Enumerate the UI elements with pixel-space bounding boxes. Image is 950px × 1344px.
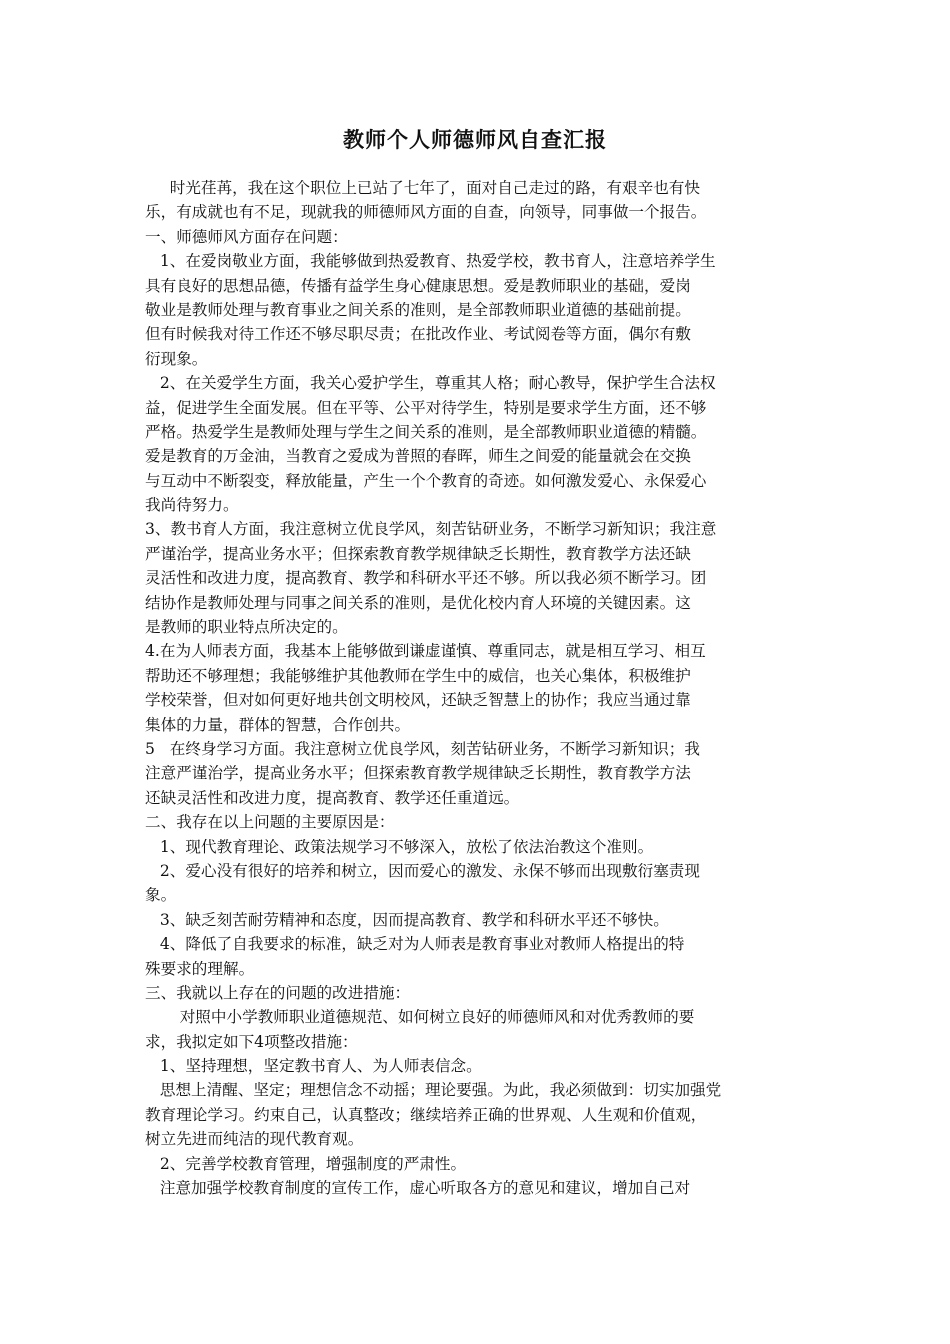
text-line: 4.在为人师表方面，我基本上能够做到谦虚谨慎、尊重同志，就是相互学习、相互	[145, 642, 706, 661]
text-line: 与互动中不断裂变，释放能量，产生一个个教育的奇迹。如何激发爱心、永保爱心	[145, 471, 707, 490]
text-line: 教育理论学习。约束自己，认真整改；继续培养正确的世界观、人生观和价值观，	[145, 1105, 707, 1124]
text-line: 注意严谨治学，提高业务水平；但探索教育教学规律缺乏长期性，教育教学方法	[145, 764, 691, 783]
text-line: 思想上清醒、坚定；理想信念不动摇；理论要强。为此，我必须做到：切实加强党	[145, 1081, 722, 1100]
text-line: 我尚待努力。	[145, 496, 239, 515]
text-line: 严格。热爱学生是教师处理与学生之间关系的准则，是全部教师职业道德的精髓。	[145, 422, 707, 441]
text-line: 2、爱心没有很好的培养和树立，因而爱心的激发、永保不够而出现敷衍塞责现	[145, 861, 700, 880]
text-line: 学校荣誉，但对如何更好地共创文明校风，还缺乏智慧上的协作；我应当通过靠	[145, 691, 691, 710]
text-line: 注意加强学校教育制度的宣传工作，虚心听取各方的意见和建议，增加自己对	[145, 1179, 691, 1198]
text-line: 帮助还不够理想；我能够维护其他教师在学生中的威信，也关心集体，积极维护	[145, 666, 691, 685]
text-line: 3、教书育人方面，我注意树立优良学风，刻苦钻研业务，不断学习新知识；我注意	[145, 520, 717, 539]
text-line: 还缺灵活性和改进力度，提高教育、教学还任重道远。	[145, 788, 520, 807]
text-line: 乐，有成就也有不足，现就我的师德师风方面的自查，向领导，同事做一个报告。	[145, 203, 707, 222]
text-line: 衍现象。	[145, 349, 208, 368]
text-line: 象。	[145, 886, 177, 905]
text-line: 集体的力量，群体的智慧，合作创共。	[145, 715, 411, 734]
text-line: 时光荏苒，我在这个职位上已站了七年了，面对自己走过的路，有艰辛也有快	[145, 179, 700, 197]
text-line: 益，促进学生全面发展。但在平等、公平对待学生，特别是要求学生方面，还不够	[145, 398, 707, 417]
text-line: 求，我拟定如下4项整改措施：	[145, 1032, 358, 1051]
text-line: 结协作是教师处理与同事之间关系的准则，是优化校内育人环境的关键因素。这	[145, 593, 691, 612]
text-line: 2、在关爱学生方面，我关心爱护学生，尊重其人格；耐心教导，保护学生合法权	[145, 374, 716, 393]
text-line: 树立先进而纯洁的现代教育观。	[145, 1130, 364, 1149]
text-line: 殊要求的理解。	[145, 959, 255, 978]
text-line: 灵活性和改进力度，提高教育、教学和科研水平还不够。所以我必须不断学习。团	[145, 569, 707, 588]
text-line: 严谨治学，提高业务水平；但探索教育教学规律缺乏长期性，教育教学方法还缺	[145, 544, 691, 563]
text-line: 1、坚持理想，坚定教书育人、为人师表信念。	[145, 1057, 482, 1076]
document-title: 教师个人师德师风自查汇报	[343, 128, 607, 152]
text-line: 2、完善学校教育管理，增强制度的严肃性。	[145, 1154, 467, 1173]
text-line: 具有良好的思想品德，传播有益学生身心健康思想。爱是教师职业的基础，爱岗	[145, 276, 691, 295]
text-line: 二、我存在以上问题的主要原因是：	[145, 813, 395, 832]
text-line: 1、现代教育理论、政策法规学习不够深入，放松了依法治教这个准则。	[145, 837, 654, 856]
text-line: 是教师的职业特点所决定的。	[145, 618, 348, 637]
text-line: 3、缺乏刻苦耐劳精神和态度，因而提高教育、教学和科研水平还不够快。	[145, 910, 669, 929]
text-line: 4、降低了自我要求的标准，缺乏对为人师表是教育事业对教师人格提出的特	[145, 935, 685, 954]
text-line: 5 在终身学习方面。我注意树立优良学风，刻苦钻研业务，不断学习新知识；我	[145, 739, 700, 758]
text-line: 1、在爱岗敬业方面，我能够做到热爱教育、热爱学校，教书育人，注意培养学生	[145, 252, 716, 271]
text-line: 对照中小学教师职业道德规范、如何树立良好的师德师风和对优秀教师的要	[145, 1008, 695, 1027]
text-line: 敬业是教师处理与教育事业之间关系的准则，是全部教师职业道德的基础前提。	[145, 300, 691, 319]
document-body	[145, 176, 813, 1200]
text-line: 三、我就以上存在的问题的改进措施：	[145, 983, 411, 1002]
text-line: 爱是教育的万金油，当教育之爱成为普照的春晖，师生之间爱的能量就会在交换	[145, 447, 691, 466]
text-line: 但有时候我对待工作还不够尽职尽责；在批改作业、考试阅卷等方面，偶尔有敷	[145, 325, 691, 344]
text-line: 一、师德师风方面存在问题：	[145, 227, 348, 246]
